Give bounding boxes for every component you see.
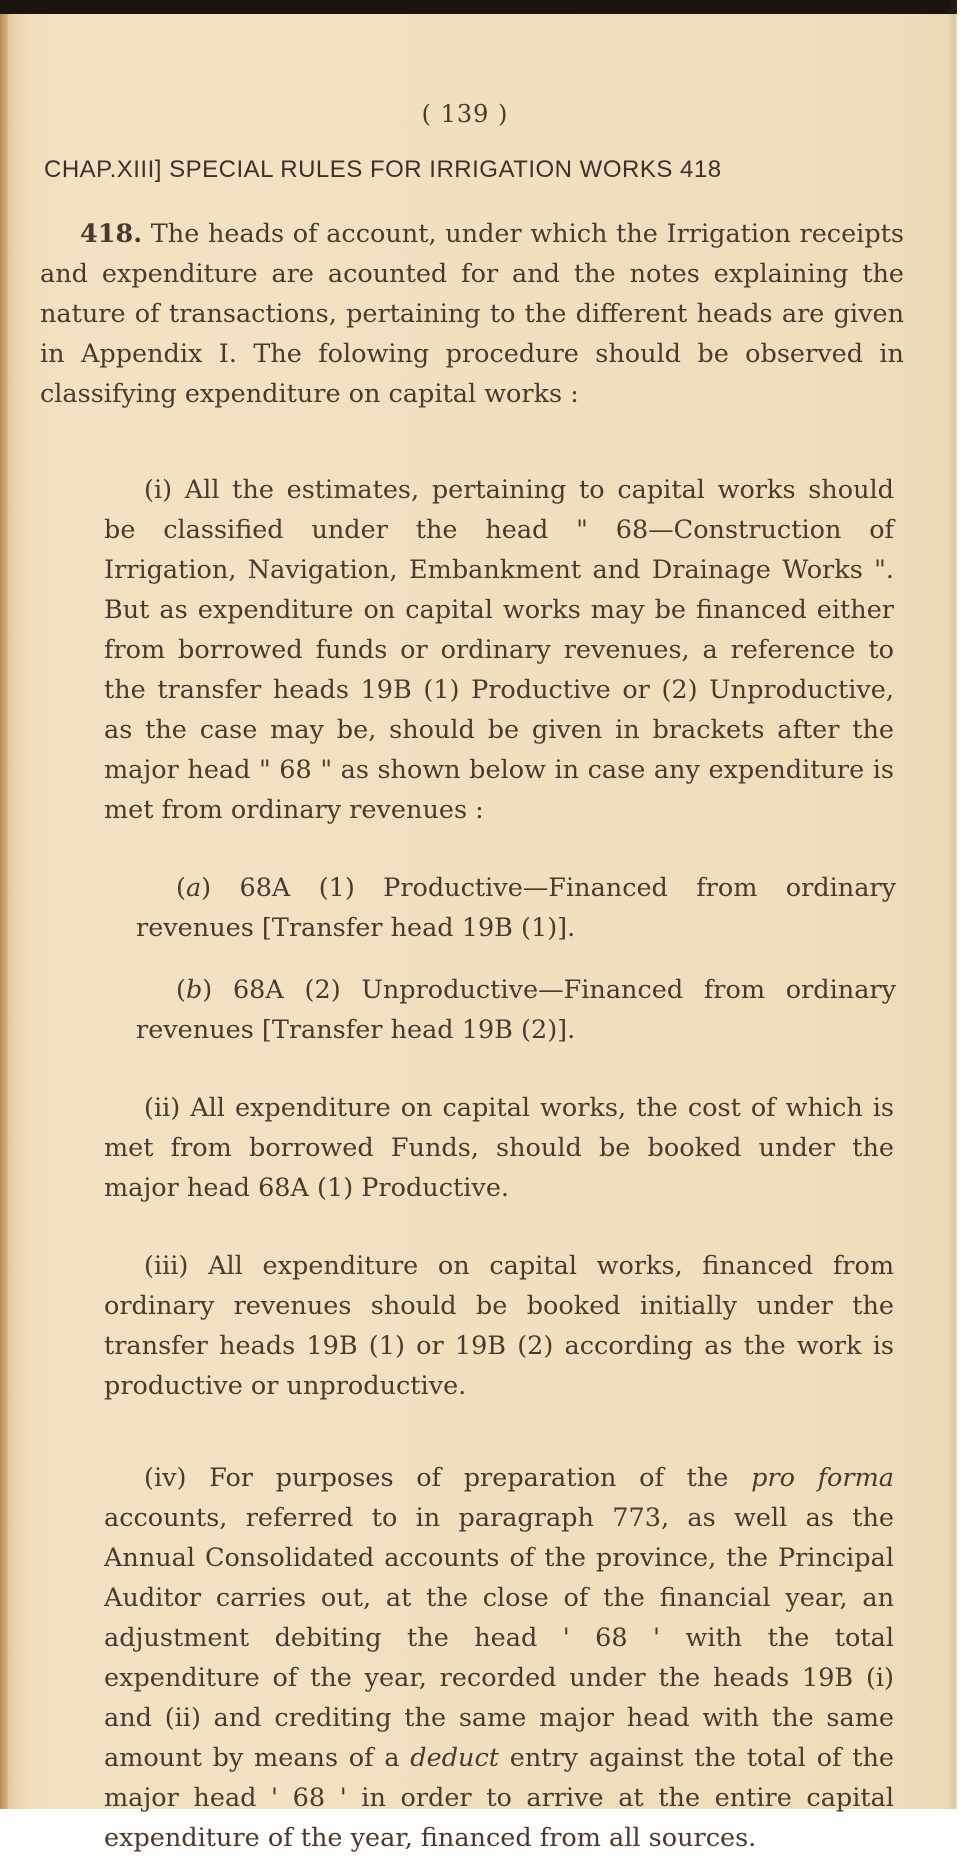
sub-clause-b-label: b xyxy=(185,975,203,1005)
sub-clause-b: (b) 68A (2) Unproductive—Financed from ordinary revenues [Transfer head 19B (2)]. xyxy=(136,975,896,1045)
clause-iv-deduct: deduct xyxy=(410,1743,499,1773)
clause-ii: (ii) All expenditure on capital works, the cost of which is met from borrowed Funds, should be booked under the major head 68A (1) Productive. xyxy=(104,1093,894,1203)
clause-iv xyxy=(104,1458,894,1858)
clause-iii: (iii) All expenditure on capital works, financed from ordinary revenues should be booked initially under the transfer heads 19B (1) or 19B (2) according as the work is productive or unproductive. xyxy=(104,1251,894,1401)
clause-iv-start: (iv) For purposes of preparation of the xyxy=(144,1463,752,1493)
page-content xyxy=(40,100,920,1858)
paragraph-418 xyxy=(40,214,904,414)
clause-iv-end: entry against the total of the major head ' 68 ' in order to arrive at the entire capital expenditure of the year, financed from all sources. xyxy=(104,1743,894,1853)
page-number: ( 139 ) xyxy=(421,100,509,128)
page-binding-edge xyxy=(0,14,8,1809)
page-right-edge xyxy=(948,0,957,1809)
paragraph-number: 418. xyxy=(80,219,143,249)
paragraph-418-text: The heads of account, under which the Irrigation receipts and expenditure are acounted for and the notes explaining the nature of transactions, pertaining to the different heads are given in Appendix I. The folowing procedure should be observed in classifying expenditure on capital works : xyxy=(40,219,904,409)
clause-iv-middle: accounts, referred to in paragraph 773, as well as the Annual Consolidated accounts of the province, the Principal Auditor carries out, at the close of the financial year, an adjustment debiting the head ' 68 ' with the total expenditure of the year, recorded under the heads 19B (i) and (ii) and crediting the same major head with the same amount by means of a xyxy=(104,1503,894,1773)
sub-clause-b-text: 68A (2) Unproductive—Financed from ordinary revenues [Transfer head 19B (2)]. xyxy=(136,975,896,1045)
chapter-header: CHAP.XIII] SPECIAL RULES FOR IRRIGATION WORKS 418 xyxy=(44,156,722,183)
clause-iv-pro-forma: pro forma xyxy=(751,1463,894,1493)
sub-clause-a-label: a xyxy=(185,873,202,903)
clause-i: (i) All the estimates, pertaining to capital works should be classified under the head " 68—Construction of Irrigation, Navigation, Embankment and Drainage Works ". But as expenditure on capital works may be financed either from borrowed funds or ordinary revenues, a reference to the transfer heads 19B (1) Productive or (2) Unproductive, as the case may be, should be given in brackets after the major head " 68 " as shown below in case any expenditure is met from ordinary revenues : xyxy=(104,475,894,825)
sub-clause-a: (a) 68A (1) Productive—Financed from ordinary revenues [Transfer head 19B (1)]. xyxy=(136,873,896,943)
scan-top-border xyxy=(0,0,957,14)
sub-clause-a-text: 68A (1) Productive—Financed from ordinary revenues [Transfer head 19B (1)]. xyxy=(136,873,896,943)
